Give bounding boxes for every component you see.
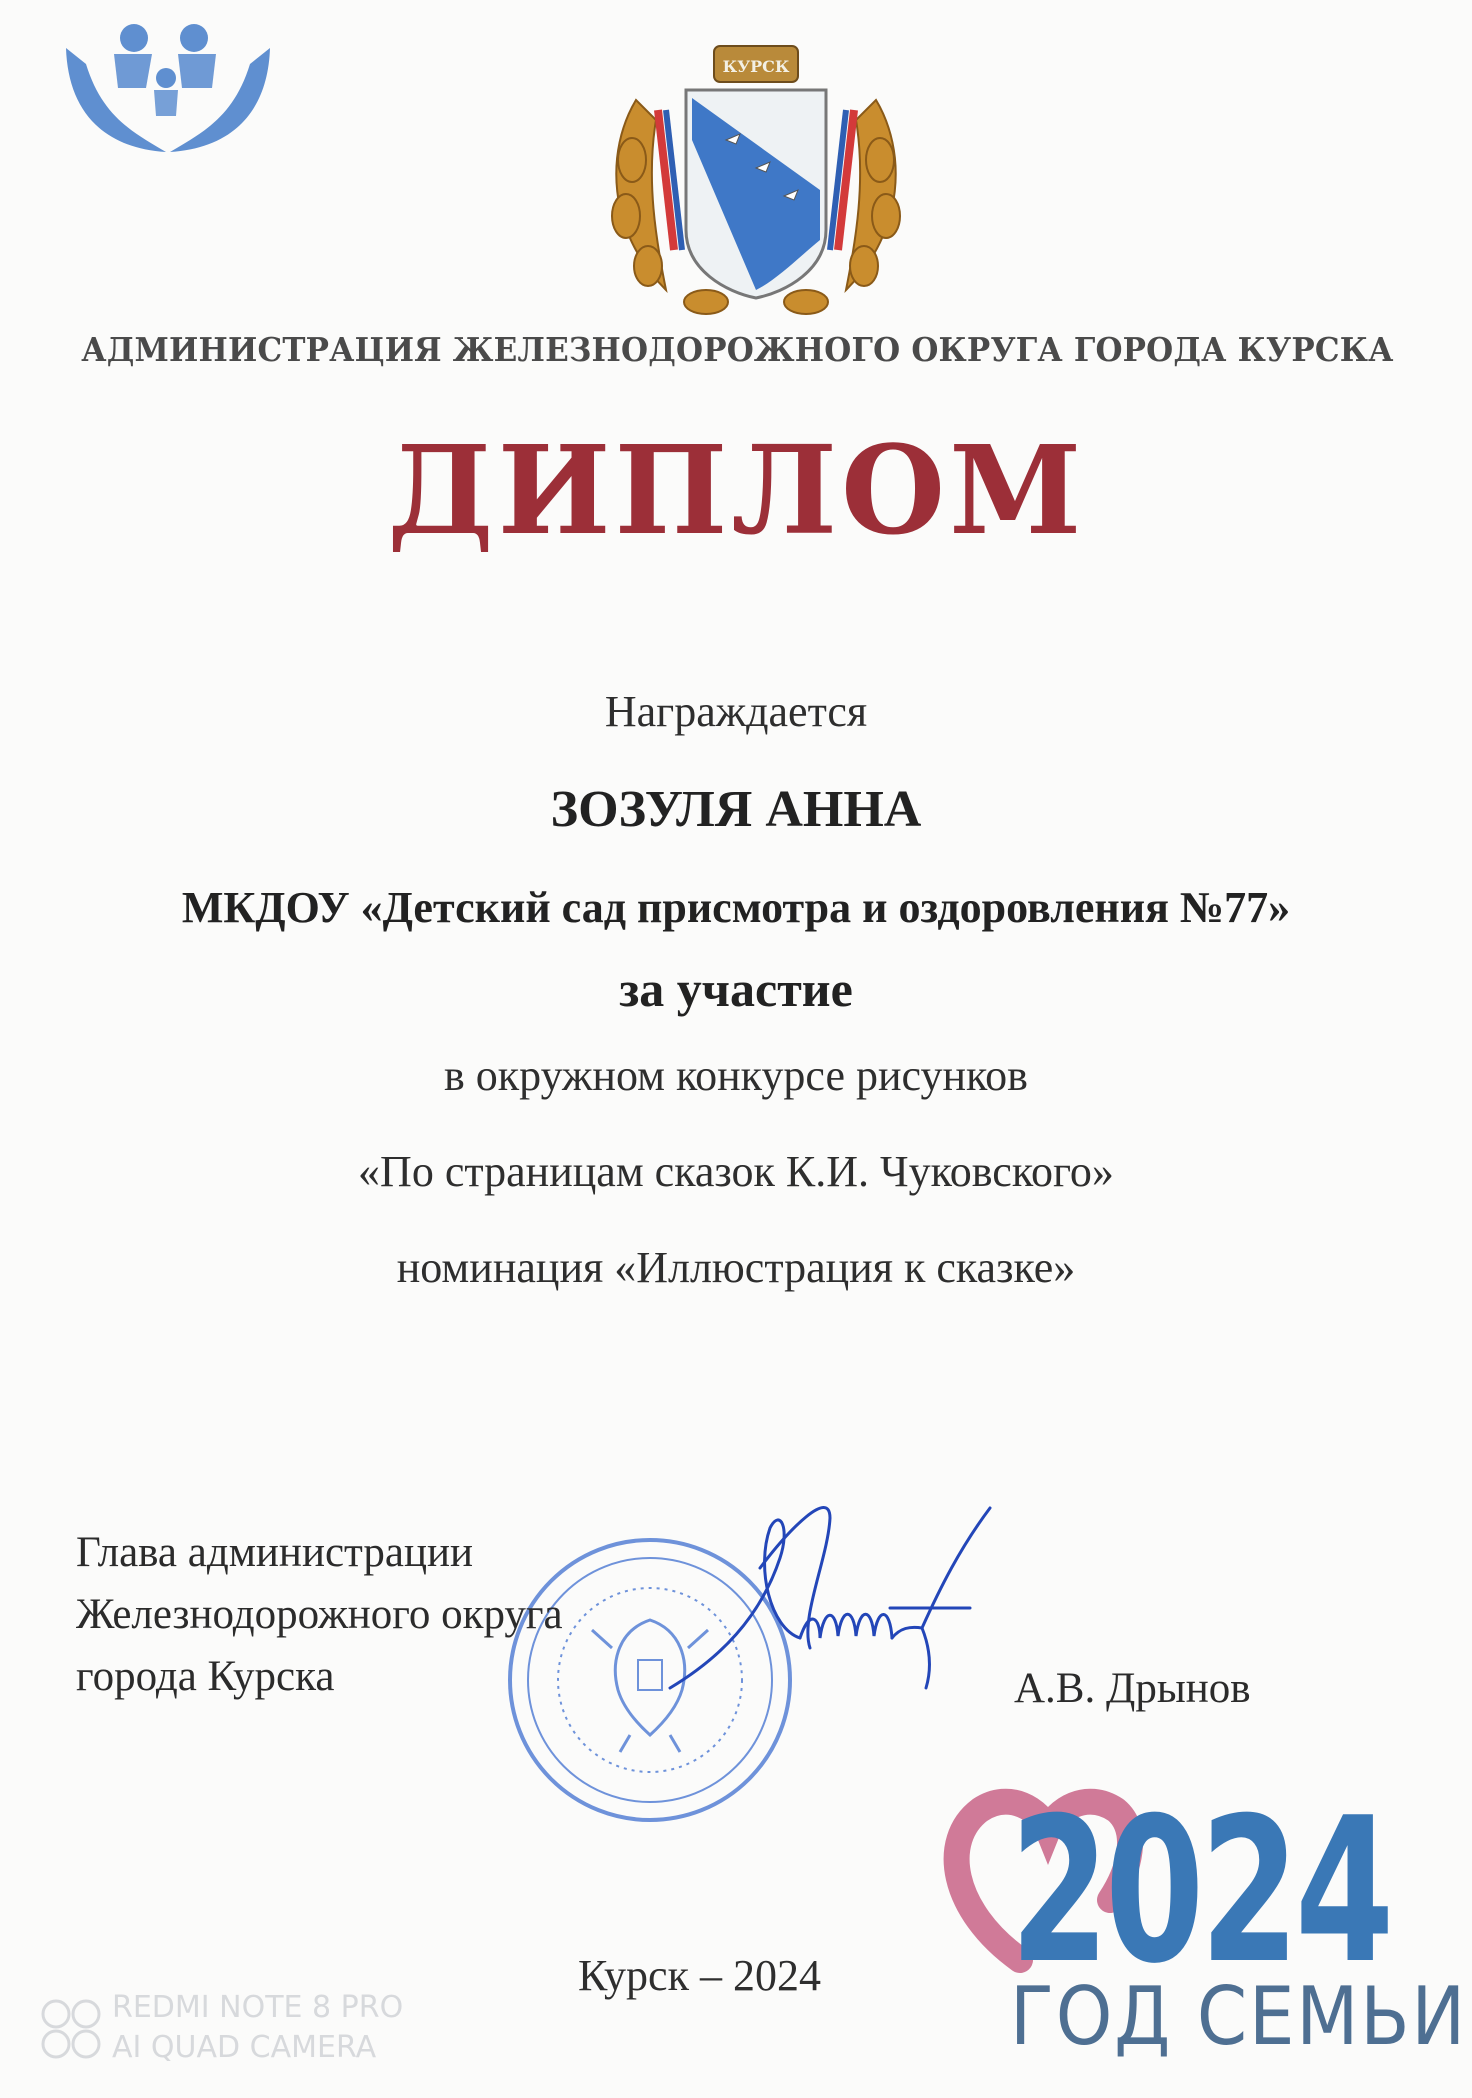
awarded-label: Награждается	[604, 687, 868, 736]
camera-watermark	[36, 1988, 496, 2068]
administration-header: АДМИНИСТРАЦИЯ ЖЕЛЕЗНОДОРОЖНОГО ОКРУГА ГОРОДА КУРСКА	[81, 330, 1394, 369]
watermark-line-2: AI QUAD CAMERA	[112, 2030, 377, 2065]
watermark-line-1: REDMI NOTE 8 PRO	[112, 1990, 404, 2025]
signatory-title-line-1: Глава администрации	[76, 1529, 473, 1576]
signatory-title-line-3: города Курска	[76, 1653, 335, 1700]
participation-line: за участие	[619, 961, 853, 1017]
nomination: номинация «Иллюстрация к сказке»	[396, 1243, 1076, 1292]
contest-name: «По страницам сказок К.И. Чуковского»	[358, 1147, 1114, 1196]
year-logo-caption: ГОД СЕМЬИ	[1010, 1970, 1468, 2063]
camera-lens-icon	[36, 1994, 106, 2064]
signatory-title-line-2: Железнодорожного округа	[76, 1591, 563, 1638]
signer-name: А.В. Дрынов	[1014, 1665, 1251, 1712]
place-and-year: Курск – 2024	[578, 1951, 821, 2000]
coat-ribbon-text: КУРСК	[722, 57, 790, 76]
kursk-coat-of-arms	[596, 40, 916, 322]
family-hands-logo	[62, 20, 274, 160]
organization-name: МКДОУ «Детский сад присмотра и оздоровления №77»	[181, 883, 1291, 932]
year-logo-number: 2024	[1010, 1775, 1390, 2008]
diploma-title: ДИПЛОМ	[387, 418, 1086, 562]
recipient-name: ЗОЗУЛЯ АННА	[550, 781, 922, 838]
contest-description: в окружном конкурсе рисунков	[444, 1051, 1028, 1100]
